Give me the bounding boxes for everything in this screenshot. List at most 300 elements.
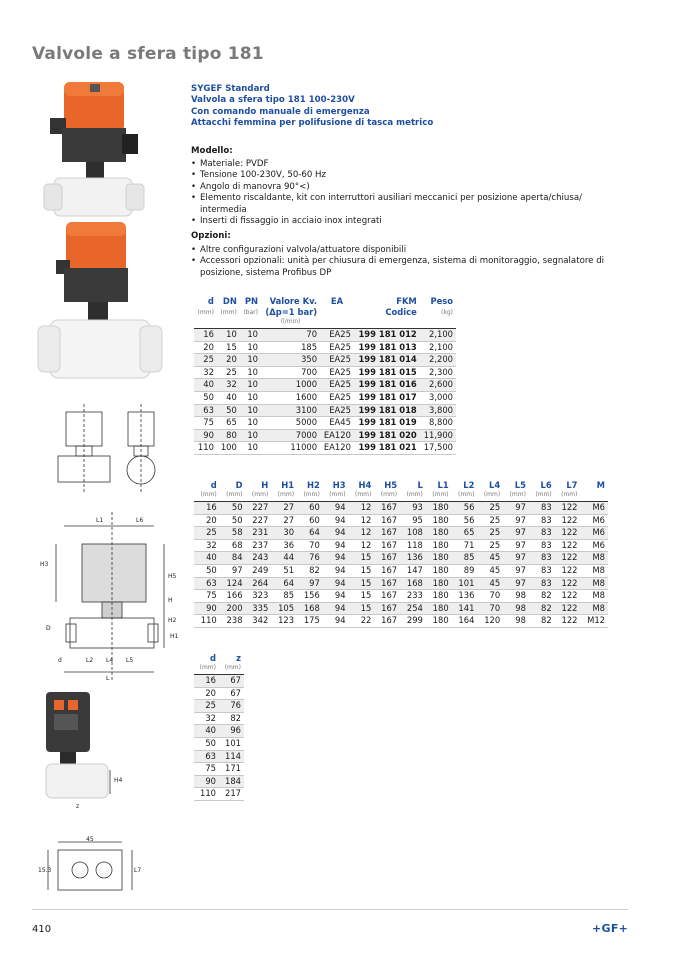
table-row [194,366,456,379]
table-cell: 122 [555,564,581,577]
table-cell: 180 [426,514,452,527]
table-cell: 85 [452,552,478,565]
table-row [194,539,608,552]
table-cell: 243 [246,552,272,565]
unit: (mm) [220,491,246,502]
table-cell: 97 [503,514,529,527]
header-row [194,296,456,307]
table-cell: 237 [246,539,272,552]
table-cell: 51 [271,564,297,577]
table-cell: 180 [426,602,452,615]
table-cell: 25 [194,527,220,540]
table-cell: 167 [374,502,400,515]
col-header-2: (Δp=1 bar) [265,307,318,317]
table-cell: 94 [323,590,349,603]
table-cell: 83 [529,552,555,565]
table-cell: 118 [400,539,426,552]
table-cell: 63 [194,404,217,417]
codes-table [194,296,456,455]
table-cell: 90 [194,602,220,615]
table-cell: 122 [555,527,581,540]
table-cell: 97 [503,552,529,565]
table-cell: 56 [452,514,478,527]
table-cell: 10 [240,379,261,392]
table-row [194,750,244,763]
drawing-label: H2 [168,617,177,624]
table-cell: 82 [297,564,323,577]
table-cell: EA25 [320,354,354,367]
table-cell: 3100 [261,404,320,417]
table-cell: 233 [400,590,426,603]
table-cell: 2,100 [420,329,456,342]
unit: (mm) [197,308,214,316]
table-row [194,417,456,430]
table-cell: 217 [219,788,244,801]
table-cell: 64 [297,527,323,540]
table-row [194,675,244,688]
col-header: H1 [281,480,295,490]
table-cell: 63 [194,750,219,763]
table-cell: 96 [219,725,244,738]
table-cell: 83 [529,502,555,515]
table-cell: 110 [194,442,217,455]
unit: (mm) [452,491,478,502]
table-cell: 180 [426,577,452,590]
table-cell: 65 [452,527,478,540]
table-cell: 25 [477,514,503,527]
table-cell: 2,200 [420,354,456,367]
header-row [194,480,608,491]
table-cell: 94 [323,577,349,590]
table-row [194,514,608,527]
table-cell: 180 [426,615,452,628]
col-header: L6 [540,480,552,490]
col-header: Peso [430,296,453,306]
table-cell: 25 [477,527,503,540]
page-title: Valvole a sfera tipo 181 [32,44,264,64]
table-row [194,429,456,442]
table-cell: 25 [477,539,503,552]
table-cell: 50 [220,514,246,527]
table-cell: 17,500 [420,442,456,455]
table-cell: 3,800 [420,404,456,417]
table-row [194,502,608,515]
table-cell: 342 [246,615,272,628]
table-cell: 45 [477,564,503,577]
table-cell: 82 [529,602,555,615]
drawing-label: H [168,597,173,604]
table-cell: 75 [194,763,219,776]
table-cell: 110 [194,615,220,628]
unit [320,307,354,318]
table-cell: 50 [194,564,220,577]
table-cell: 156 [297,590,323,603]
valve-photo-large [36,220,166,380]
table-cell: 168 [297,602,323,615]
table-cell: 164 [452,615,478,628]
table-cell: 93 [400,502,426,515]
table-cell: M8 [580,577,608,590]
table-row [194,788,244,801]
table-cell: 85 [271,590,297,603]
col-header: H2 [306,480,320,490]
col-header: Valore Kv. [269,296,318,306]
unit: (mm) [374,491,400,502]
table-cell: 89 [452,564,478,577]
table-cell: EA45 [320,417,354,430]
table-cell: 45 [477,577,503,590]
table-cell: 94 [323,615,349,628]
table-cell: 32 [194,366,217,379]
col-header: d [210,480,217,490]
unit: (mm) [529,491,555,502]
table-cell: 36 [271,539,297,552]
table-cell: 60 [297,514,323,527]
drawing-label: d [58,657,62,664]
table-cell: 12 [349,502,375,515]
col-header: L4 [489,480,501,490]
drawing-label: L5 [126,657,134,664]
table-cell: 254 [400,602,426,615]
table-cell: M6 [580,514,608,527]
table-cell: 1600 [261,391,320,404]
table-cell: 122 [555,552,581,565]
table-cell: 98 [503,615,529,628]
table-cell: 199 181 012 [354,329,420,342]
table-cell: 5000 [261,417,320,430]
table-cell: 71 [452,539,478,552]
table-cell: 167 [374,539,400,552]
table-cell: 11000 [261,442,320,455]
table-row [194,577,608,590]
table-cell: 166 [220,590,246,603]
table-cell: 350 [261,354,320,367]
model-label: Modello: [191,145,233,156]
table-row [194,442,456,455]
drawing-label: H4 [114,777,123,784]
drawing-label: L4 [106,657,114,664]
table-cell: 67 [219,675,244,688]
table-cell: 83 [529,577,555,590]
heading-line: Con comando manuale di emergenza [191,106,370,117]
col-header: L2 [463,480,475,490]
table-cell: 94 [323,564,349,577]
table-cell: 199 181 016 [354,379,420,392]
table-row [194,404,456,417]
table-cell: 238 [220,615,246,628]
list-item: • Accessori opzionali: unità per chiusura di emergenza, sistema di monitoraggio, segnalatore di posizione, sistema Profibus DP [191,256,631,279]
drawing-label: H5 [168,573,177,580]
table-cell: 65 [217,417,240,430]
table-cell: 264 [246,577,272,590]
units-row [194,664,244,675]
drawing-label: H3 [40,561,49,568]
table-cell: 136 [452,590,478,603]
table-row [194,615,608,628]
table-cell: 167 [374,527,400,540]
table-cell: 44 [271,552,297,565]
unit: (mm) [246,491,272,502]
table-cell: 83 [529,527,555,540]
unit: (mm) [271,491,297,502]
col-header: H5 [384,480,398,490]
unit: (mm) [555,491,581,502]
table-cell: 94 [323,552,349,565]
table-cell: 199 181 018 [354,404,420,417]
table-cell: 199 181 015 [354,366,420,379]
table-cell: 10 [240,404,261,417]
table-cell: 20 [217,354,240,367]
table-cell: 58 [220,527,246,540]
table-cell: EA120 [320,442,354,455]
col-header: D [235,480,243,490]
table-cell: 40 [194,552,220,565]
table-cell: 123 [271,615,297,628]
table-cell: M6 [580,502,608,515]
table-cell: 90 [194,775,219,788]
table-cell: 16 [194,502,220,515]
table-cell: 700 [261,366,320,379]
table-row [194,341,456,354]
table-cell: 15 [349,564,375,577]
table-cell: 32 [194,539,220,552]
col-header: L [417,480,423,490]
table-cell: 122 [555,539,581,552]
table-cell: 22 [349,615,375,628]
table-cell: 70 [261,329,320,342]
table-cell: 82 [529,615,555,628]
table-cell: 94 [323,514,349,527]
table-cell: 180 [426,590,452,603]
table-cell: 11,900 [420,429,456,442]
table-cell: 2,600 [420,379,456,392]
table-cell: 8,800 [420,417,456,430]
table-cell: 25 [477,502,503,515]
col-header-2: Codice [385,307,417,317]
table-cell: 10 [240,429,261,442]
list-item: • Materiale: PVDF [191,159,631,170]
valve-top-drawing [36,836,146,896]
table-cell: 97 [503,527,529,540]
table-cell: 1000 [261,379,320,392]
table-cell: 167 [374,577,400,590]
table-cell: 108 [400,527,426,540]
valve-photo-top [36,690,146,810]
table-cell: 175 [297,615,323,628]
table-cell: 94 [323,602,349,615]
z-dimension-table [194,653,244,801]
table-cell: 147 [400,564,426,577]
table-cell: 101 [219,737,244,750]
table-cell: EA25 [320,329,354,342]
unit: (mm) [194,664,219,675]
table-cell: 180 [426,564,452,577]
table-cell: 84 [220,552,246,565]
table-cell: 10 [240,354,261,367]
table-row [194,329,456,342]
table-cell: 10 [217,329,240,342]
table-row [194,602,608,615]
unit: (bar) [243,308,258,316]
list-item: • Elemento riscaldante, kit con interruttori ausiliari meccanici per posizione aperta/chiusa/ intermedia [191,193,631,216]
table-row [194,379,456,392]
table-cell: 15 [217,341,240,354]
table-cell: EA25 [320,366,354,379]
table-cell: 122 [555,577,581,590]
unit: (kg) [441,308,453,316]
table-cell: 10 [240,366,261,379]
heading-line: Attacchi femmina per polifusione di tasca metrico [191,118,434,129]
table-row [194,725,244,738]
table-cell: 80 [217,429,240,442]
table-cell: 171 [219,763,244,776]
table-cell: 97 [503,564,529,577]
col-header: DN [222,296,237,306]
col-header: d [210,653,216,663]
drawing-label: L7 [134,867,142,874]
table-cell: 10 [240,417,261,430]
table-cell: 95 [400,514,426,527]
table-cell: 15 [349,602,375,615]
col-header: H4 [358,480,372,490]
table-cell: 199 181 019 [354,417,420,430]
table-cell: 97 [503,577,529,590]
header-row [194,653,244,664]
table-cell: 184 [219,775,244,788]
col-header: H [261,480,269,490]
table-cell: M8 [580,564,608,577]
table-cell: 97 [503,539,529,552]
table-cell: 70 [297,539,323,552]
unit [580,491,608,502]
table-cell: 32 [217,379,240,392]
table-cell: 323 [246,590,272,603]
table-cell: 40 [217,391,240,404]
table-row [194,590,608,603]
unit: (mm) [194,491,220,502]
table-cell: 98 [503,602,529,615]
table-cell: 50 [194,391,217,404]
table-cell: 249 [246,564,272,577]
table-cell: 12 [349,514,375,527]
table-cell: 76 [297,552,323,565]
table-cell: 122 [555,514,581,527]
table-cell: 12 [349,539,375,552]
footer-divider [32,909,628,910]
table-cell: M6 [580,539,608,552]
table-cell: 56 [452,502,478,515]
unit: (mm) [219,664,244,675]
table-cell: 70 [477,602,503,615]
drawing-label: L [106,675,110,682]
table-cell: EA25 [320,379,354,392]
table-cell: 10 [240,329,261,342]
model-list [191,159,631,227]
drawing-label: H1 [170,633,179,640]
table-cell: 227 [246,514,272,527]
table-cell: 50 [194,737,219,750]
table-cell: 32 [194,712,219,725]
table-cell: 40 [194,379,217,392]
unit: (mm) [297,491,323,502]
table-cell: 2,300 [420,366,456,379]
table-cell: 98 [503,590,529,603]
table-cell: 10 [240,391,261,404]
table-cell: EA25 [320,341,354,354]
units-row [194,491,608,502]
unit: (mm) [477,491,503,502]
table-cell: 100 [217,442,240,455]
table-cell: 94 [323,527,349,540]
table-cell: 70 [477,590,503,603]
col-header: PN [244,296,258,306]
table-cell: 185 [261,341,320,354]
col-header: L7 [566,480,578,490]
table-row [194,564,608,577]
col-header: M [596,480,605,490]
table-cell: 76 [219,700,244,713]
table-cell: 124 [220,577,246,590]
unit: (mm) [323,491,349,502]
col-header: H3 [332,480,346,490]
drawing-label: D [46,625,51,632]
table-cell: 199 181 013 [354,341,420,354]
table-cell: 199 181 020 [354,429,420,442]
table-cell: 82 [219,712,244,725]
table-cell: 101 [452,577,478,590]
valve-photo-small [36,80,176,220]
table-cell: 167 [374,615,400,628]
drawing-label: z [76,803,80,810]
table-cell: 199 181 017 [354,391,420,404]
table-cell: 97 [503,502,529,515]
valve-dimension-drawing [36,512,179,682]
table-cell: 167 [374,602,400,615]
table-cell: 20 [194,514,220,527]
options-list [191,245,631,279]
table-cell: 75 [194,590,220,603]
table-cell: 122 [555,590,581,603]
table-cell: 180 [426,552,452,565]
table-cell: 97 [220,564,246,577]
product-description [191,84,631,279]
table-cell: 60 [297,502,323,515]
page-number: 410 [32,924,52,935]
table-cell: 110 [194,788,219,801]
table-cell: 27 [271,514,297,527]
units-row [194,307,456,318]
table-cell: 25 [194,354,217,367]
table-cell: M8 [580,552,608,565]
table-cell: 64 [271,577,297,590]
drawing-label: L1 [96,517,104,524]
table-cell: 167 [374,564,400,577]
table-cell: 68 [220,539,246,552]
drawing-label: L2 [86,657,94,664]
options-label: Opzioni: [191,231,231,242]
table-cell: M8 [580,602,608,615]
table-row [194,391,456,404]
table-cell: 299 [400,615,426,628]
drawing-label: L6 [136,517,144,524]
col-header: L1 [437,480,449,490]
table-cell: 15 [349,552,375,565]
table-cell: 114 [219,750,244,763]
unit: (l/min) [261,318,320,329]
table-cell: M12 [580,615,608,628]
table-cell: 25 [217,366,240,379]
table-cell: 45 [477,552,503,565]
